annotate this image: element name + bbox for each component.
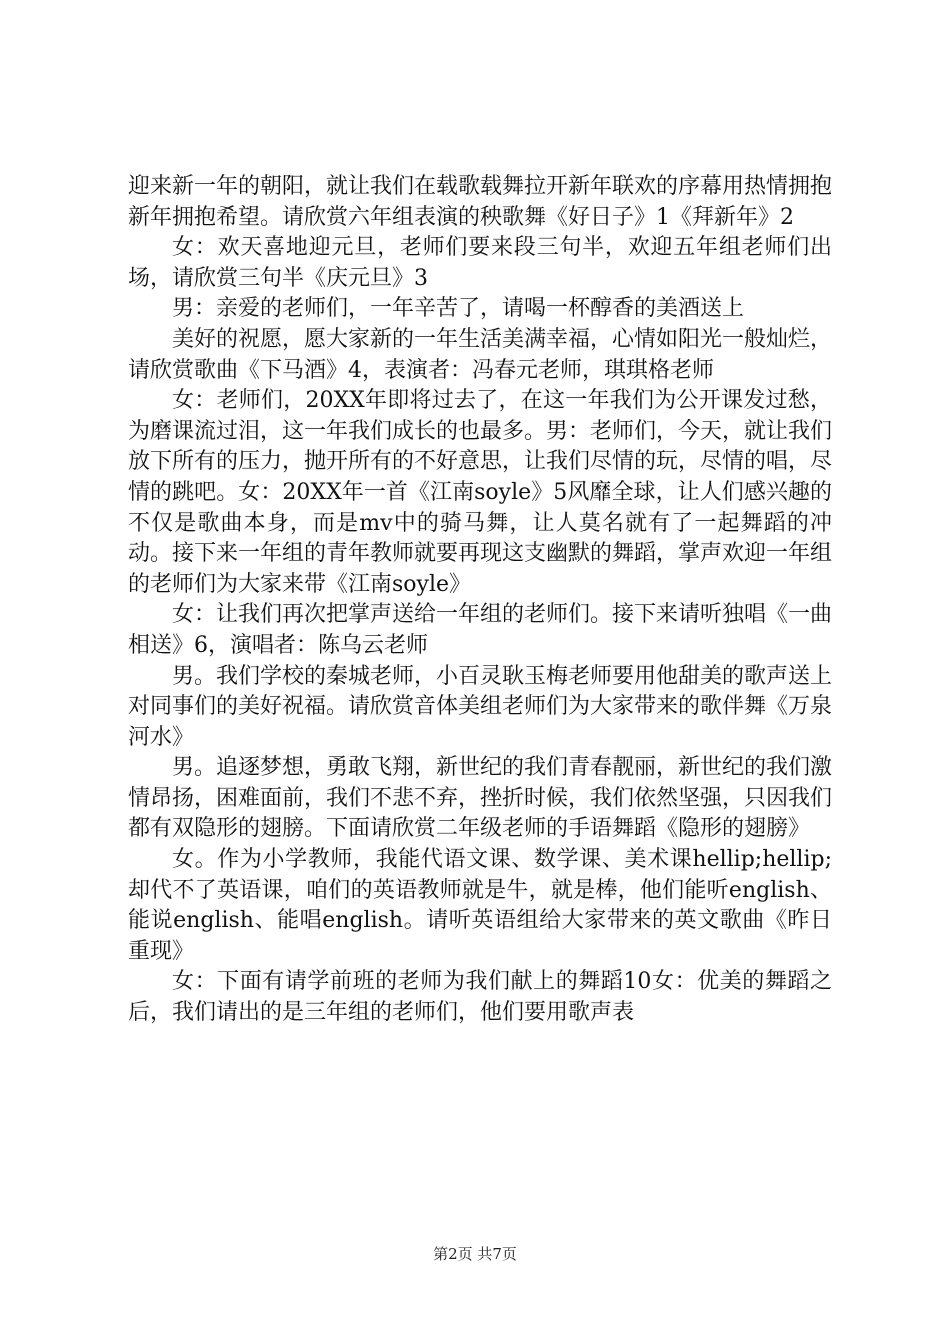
paragraph-2: 女：欢天喜地迎元旦，老师们要来段三句半，欢迎五年组老师们出场，请欣赏三句半《庆元旦》3 (128, 235, 832, 291)
page-footer: 第2页 共7页 (433, 1245, 517, 1263)
paragraph-3: 男：亲爱的老师们，一年辛苦了，请喝一杯醇香的美酒送上 (172, 296, 745, 322)
paragraph-8: 男。追逐梦想，勇敢飞翔，新世纪的我们青春靓丽，新世纪的我们激情昂扬，困难面前，我们不悲不弃，挫折时候，我们依然坚强，只因我们都有双隐形的翅膀。下面请欣赏二年级老师的手语舞蹈《隐形的翅膀》 (128, 755, 833, 842)
paragraph-5: 女：老师们，20XX年即将过去了，在这一年我们为公开课发过愁，为磨课流过泪，这一年我们成长的也最多。男：老师们，今天，就让我们放下所有的压力，抛开所有的不好意思，让我们尽情的玩，尽情的唱，尽情的跳吧。女：20XX年一首《江南soyle》5风靡全球，让人们感兴趣的不仅是歌曲本身，而是mv中的骑马舞，让人莫名就有了一起舞蹈的冲动。接下来一年组的青年教师就要再现这支幽默的舞蹈，掌声欢迎一年组的老师们为大家来带《江南soyle》 (128, 388, 833, 597)
paragraph-10: 女：下面有请学前班的老师为我们献上的舞蹈10女：优美的舞蹈之后，我们请出的是三年组的老师们，他们要用歌声表 (128, 969, 832, 1026)
paragraph-6: 女：让我们再次把掌声送给一年组的老师们。接下来请听独唱《一曲相送》6，演唱者：陈乌云老师 (128, 602, 833, 658)
paragraph-4: 美好的祝愿，愿大家新的一年生活美满幸福，心情如阳光一般灿烂，请欣赏歌曲《下马酒》4，表演者：冯春元老师，琪琪格老师 (128, 326, 833, 383)
paragraph-7: 男。我们学校的秦城老师，小百灵耿玉梅老师要用他甜美的歌声送上对同事们的美好祝福。请欣赏音体美组老师们为大家带来的歌伴舞《万泉河水》 (128, 663, 833, 750)
document-body (128, 172, 832, 1029)
paragraph-1: 迎来新一年的朝阳，就让我们在载歌载舞拉开新年联欢的序幕用热情拥抱新年拥抱希望。请欣赏六年组表演的秧歌舞《好日子》1《拜新年》2 (128, 174, 833, 230)
paragraph-9: 女。作为小学教师，我能代语文课、数学课、美术课hellip;hellip;却代不了英语课，咱们的英语教师就是牛，就是棒，他们能听english、能说english、能唱english。请听英语组给大家带来的英文歌曲《昨日重现》 (128, 847, 832, 964)
